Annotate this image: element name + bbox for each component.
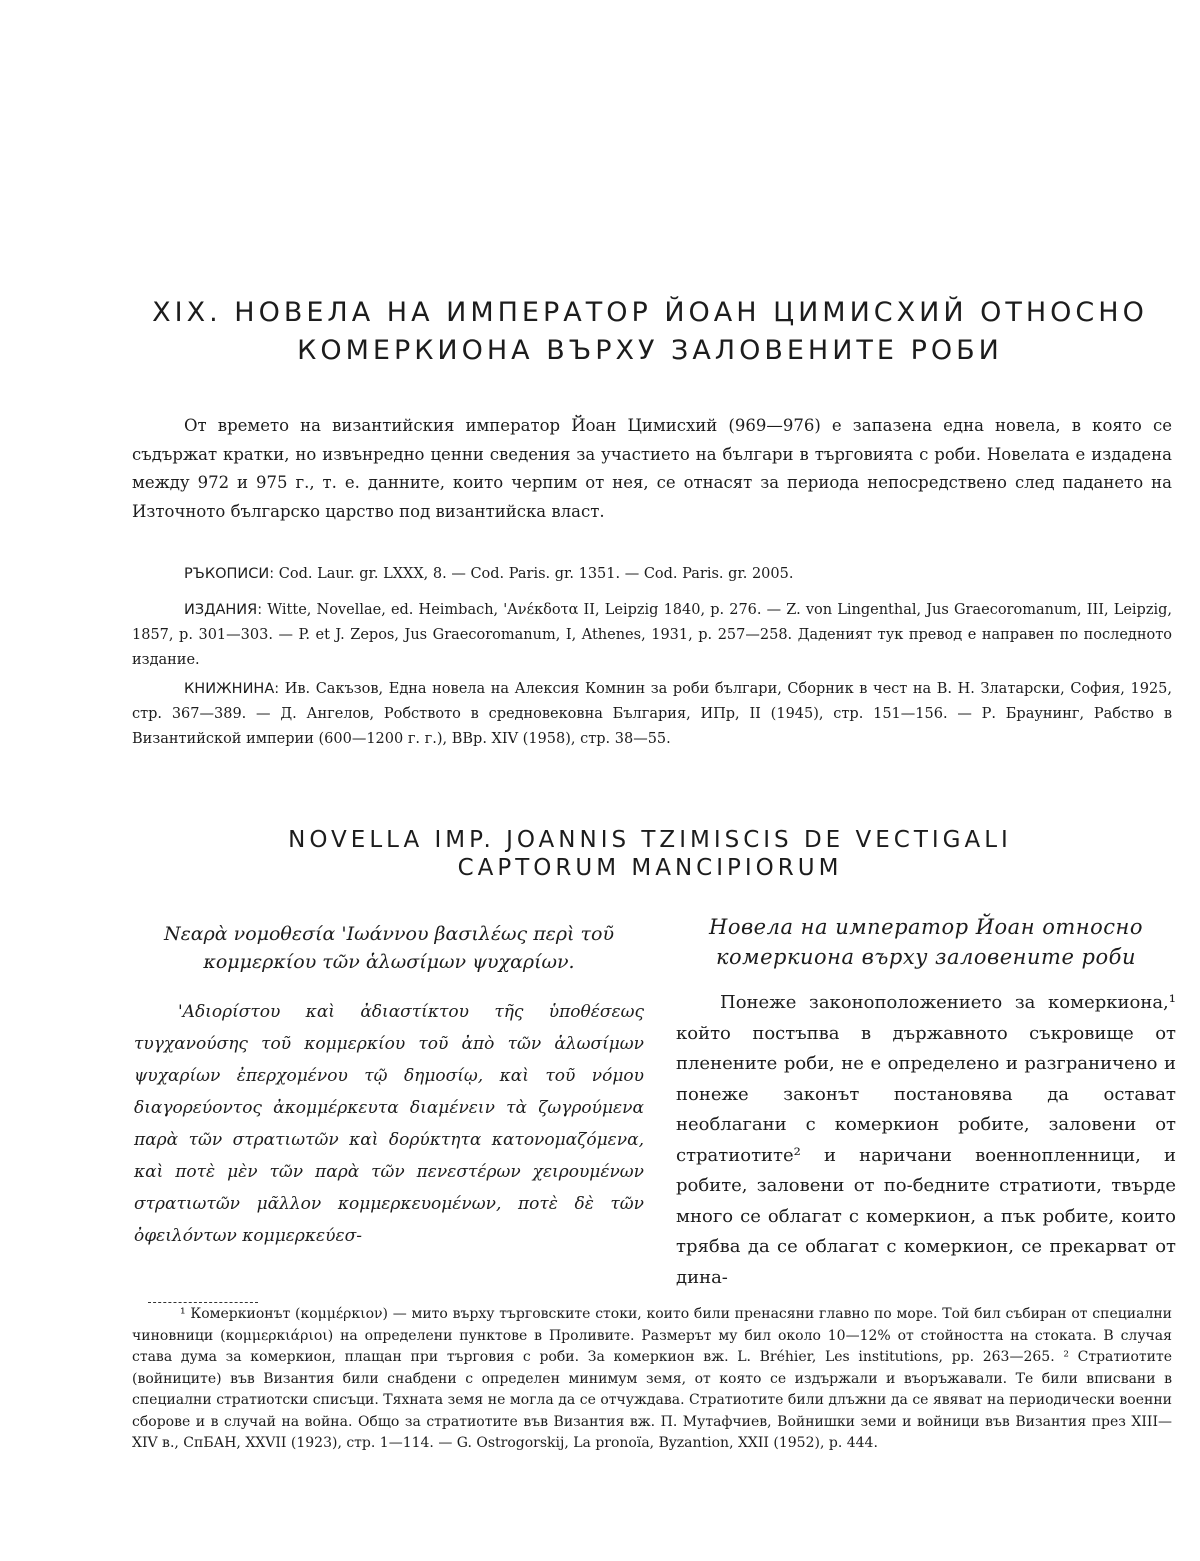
latin-title-line-2: CAPTORUM MANCIPIORUM xyxy=(457,855,843,881)
greek-title: Νεαρὰ νομοθεσία 'Ιωάννου βασιλέως περὶ τοῦ κομμερκίου τῶν ἁλωσίμων ψυχαρίων. xyxy=(163,923,615,973)
editions-label: ИЗДАНИЯ: xyxy=(184,602,263,618)
greek-text: 'Αδιορίστου καὶ ἀδιαστίκτου τῆς ὑποθέσεως τυγχανούσης τοῦ κομμερκίου τοῦ ἀπὸ τῶν ἁλωσίμων ψυχαρίων ἐπερχομένου τῷ δημοσίῳ, καὶ τοῦ νόμου διαγορεύοντος ἀκομμέρκευτα διαμένειν τὰ ζωγρούμενα παρὰ τῶν στρατιωτῶν καὶ δορύκτητα κατονομαζόμενα, καὶ ποτὲ μὲν τῶν παρὰ τῶν πενεστέρων χειρουμένων στρατιωτῶν μᾶλλον κομμερκευομένων, ποτὲ δὲ τῶν ὀφειλόντων κομμερκεύεσ- xyxy=(134,1002,644,1246)
manuscripts-text: Cod. Laur. gr. LXXX, 8. — Cod. Paris. gr. 1351. — Cod. Paris. gr. 2005. xyxy=(278,566,794,582)
footnote-divider xyxy=(148,1302,258,1303)
intro-paragraph: От времето на византийския император Йоан Цимисхий (969—976) е запазена една новела, в която се съдържат кратки, но извънредно ценни сведения за участието на българи в търговията с роби. Новелата е издадена между 972 и 975 г., т. е. данните, които черпим от нея, се отнасят за периода непосредствено след падането на Източното българско царство под византийска власт. xyxy=(132,416,1172,521)
manuscripts-entry xyxy=(132,562,1172,587)
translation-text: Понеже законоположението за комеркиона,¹ който постъпва в държавното съкровище от пленените роби, не е определено и разграничено и понеже законът постановява да остават необлагани с комеркион робите, заловени от стратиотите² и наричани военнопленници, и робите, заловени от по-бедните стратиоти, твърде много се облагат с комеркион, а пък робите, които трябва да се облагат с комеркион, се прекарват от дина- xyxy=(676,992,1176,1288)
literature-entry xyxy=(132,677,1172,752)
literature-text: Ив. Сакъзов, Една новела на Алексия Комнин за роби българи, Сборник в чест на В. Н. Златарски, София, 1925, стр. 367—389. — Д. Ангелов, Робството в средновековна България, ИПр, II (1945), стр. 151—156. — Р. Браунинг, Рабство в Византийской империи (600—1200 г. г.), ВВр. XIV (1958), стр. 38—55. xyxy=(132,681,1173,747)
chapter-title-line-1: XIX. НОВЕЛА НА ИМПЕРАТОР ЙОАН ЦИМИСХИЙ ОТНОСНО xyxy=(152,297,1148,328)
latin-title-line-1: NOVELLA IMP. JOANNIS TZIMISCIS DE VECTIGALI xyxy=(288,827,1012,853)
chapter-title-line-2: КОМЕРКИОНА ВЪРХУ ЗАЛОВЕНИТЕ РОБИ xyxy=(297,335,1003,366)
footnotes: ¹ Комеркионът (κομμέρκιον) — мито върху търговските стоки, които били пренасяни главно по море. Той бил събиран от специални чиновници (κομμερκιάριοι) на определени пунктове в Проливите. Размерът му бил около 10—12% от стойността на стоката. В случая става дума за комеркион, плащан при търговия с роби. За комеркион вж. L. Bréhier, Les institutions, pp. 263—265. ² Стратиотите (войниците) във Византия били снабдени с определен минимум земя, от която се издържали и въоръжавали. Те били вписвани в специални стратиотски списъци. Тяхната земя не могла да се отчуждава. Стратиотите били длъжни да се явяват на периодически военни сборове и в случай на война. Общо за стратиотите във Византия вж. П. Мутафчиев, Войнишки земи и войници във Византия през XIII—XIV в., СпБАН, XXVII (1923), стр. 1—114. — G. Ostrogorskij, La pronoïa, Byzantion, XXII (1952), p. 444. xyxy=(132,1306,1172,1451)
translation-title: Новела на император Йоан относно комеркиона върху заловените роби xyxy=(709,915,1143,969)
manuscripts-label: РЪКОПИСИ: xyxy=(184,566,275,582)
editions-entry xyxy=(132,598,1172,673)
editions-text: Witte, Novellae, ed. Heimbach, 'Ανέκδοτα II, Leipzig 1840, p. 276. — Z. von Lingenthal, Jus Graecoromanum, III, Leipzig, 1857, p. 301—303. — P. et J. Zepos, Jus Graecoromanum, I, Athenes, 1931, p. 257—258. Даденият тук превод е направен по последното издание. xyxy=(132,602,1173,668)
literature-label: КНИЖНИНА: xyxy=(184,681,280,697)
